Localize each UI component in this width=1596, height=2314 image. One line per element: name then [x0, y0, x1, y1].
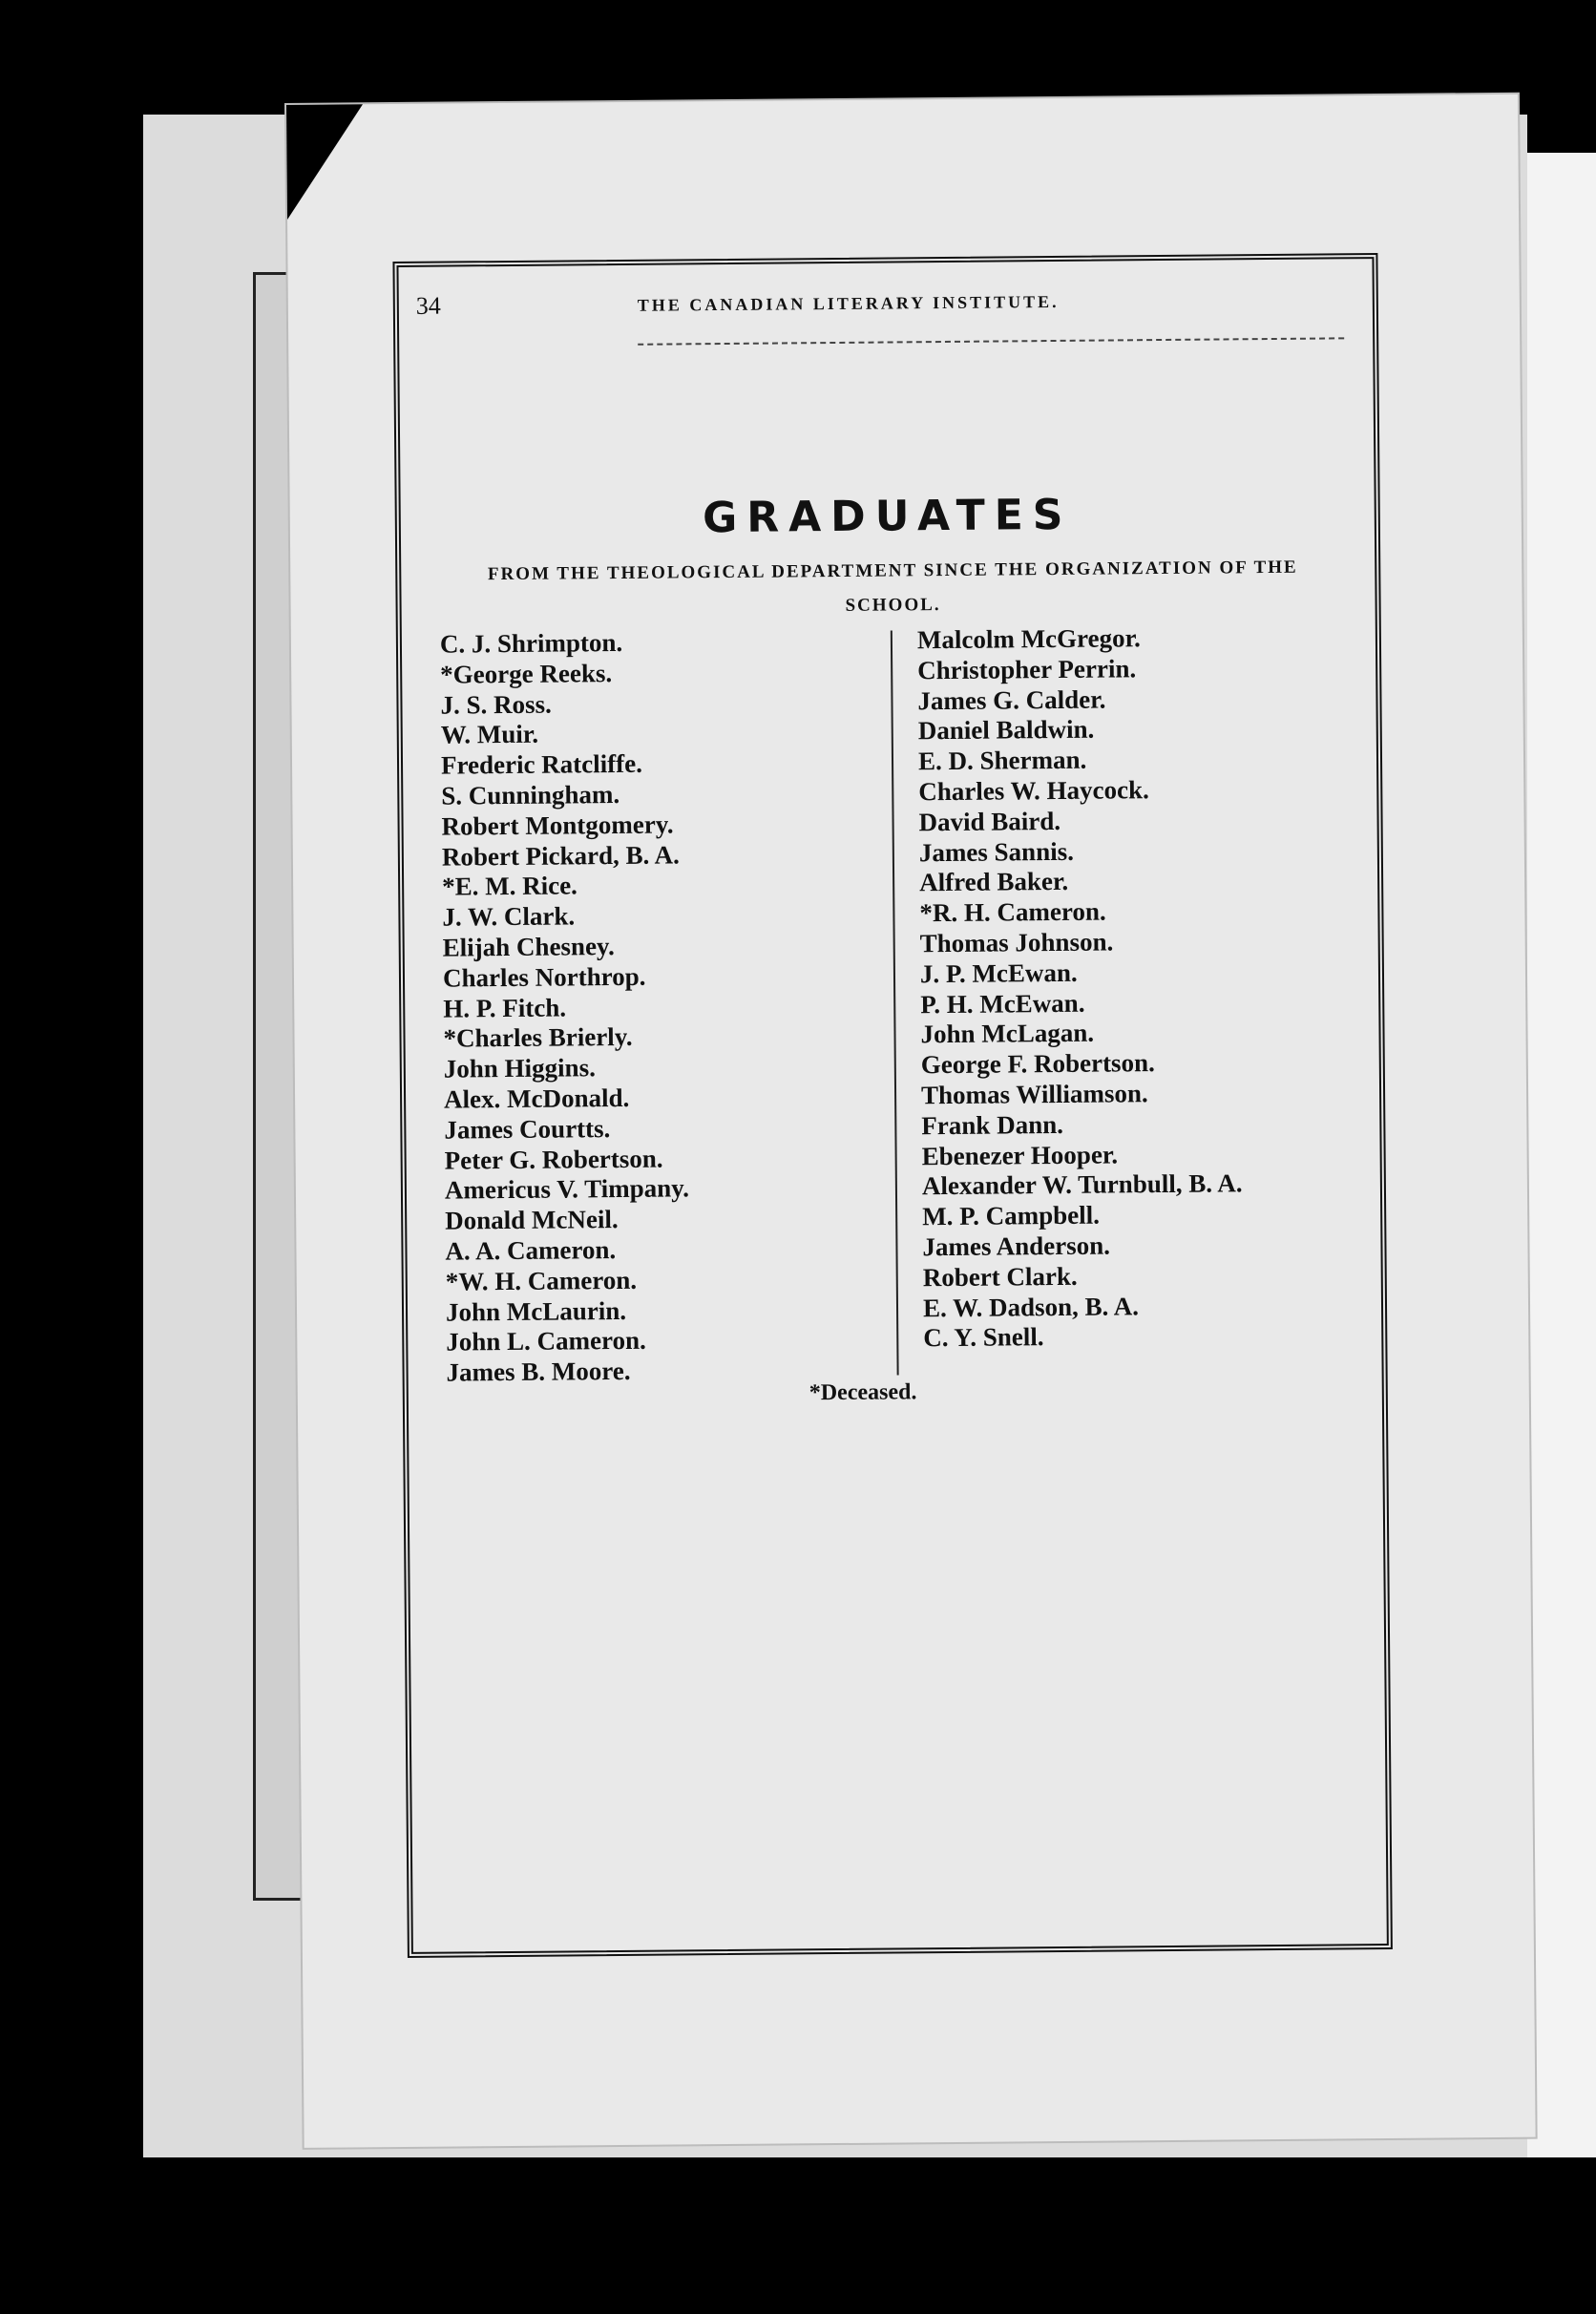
list-item: John Higgins.	[443, 1053, 597, 1083]
list-item: Frank Dann.	[921, 1109, 1064, 1140]
list-item: Thomas Johnson.	[919, 927, 1114, 958]
list-item: Alfred Baker.	[919, 867, 1069, 897]
page-title: GRADUATES	[702, 490, 1073, 543]
list-item: Donald McNeil.	[445, 1205, 619, 1235]
list-item: Peter G. Robertson.	[444, 1144, 663, 1175]
list-item: J. S. Ross.	[440, 689, 552, 720]
list-item: Ebenezer Hooper.	[921, 1139, 1119, 1170]
list-item: *W. H. Cameron.	[445, 1265, 638, 1296]
list-item: Christopher Perrin.	[917, 654, 1137, 685]
list-item: John L. Cameron.	[446, 1326, 646, 1357]
list-item: Frederic Ratcliffe.	[440, 748, 643, 780]
running-title: THE CANADIAN LITERARY INSTITUTE.	[637, 291, 1060, 315]
list-item: *E. M. Rice.	[442, 871, 578, 901]
list-item: *George Reeks.	[440, 658, 613, 689]
page-header	[399, 278, 1373, 325]
column-divider	[891, 630, 899, 1375]
list-item: E. W. Dadson, B. A.	[922, 1291, 1140, 1322]
list-item: John McLaurin.	[445, 1295, 627, 1327]
list-item: Alex. McDonald.	[443, 1083, 630, 1114]
list-item: A. A. Cameron.	[445, 1234, 617, 1266]
list-item: James Courtts.	[444, 1113, 611, 1145]
list-item: Daniel Baldwin.	[917, 715, 1095, 746]
list-item: C. Y. Snell.	[923, 1322, 1044, 1353]
list-item: Alexander W. Turnbull, B. A.	[921, 1168, 1243, 1201]
list-item: H. P. Fitch.	[443, 993, 567, 1023]
list-item: James B. Moore.	[446, 1357, 631, 1387]
list-item: Malcolm McGregor.	[916, 623, 1141, 655]
footnote: *Deceased.	[808, 1379, 917, 1406]
list-item: Elijah Chesney.	[442, 932, 615, 962]
list-item: Robert Clark.	[922, 1261, 1078, 1292]
folded-corner	[286, 104, 364, 220]
list-item: J. W. Clark.	[442, 901, 576, 932]
list-item: Charles W. Haycock.	[918, 775, 1149, 807]
list-item: George F. Robertson.	[920, 1048, 1155, 1080]
list-item: M. P. Campbell.	[922, 1200, 1101, 1231]
list-item: S. Cunningham.	[441, 779, 620, 810]
list-item: Charles Northrop.	[442, 961, 646, 993]
page-number: 34	[415, 291, 441, 320]
adjacent-page-edge	[1527, 153, 1596, 2157]
list-item: Thomas Williamson.	[920, 1079, 1148, 1110]
list-item: James Anderson.	[922, 1231, 1111, 1262]
list-item: James Sannis.	[918, 836, 1075, 867]
list-item: *Charles Brierly.	[443, 1022, 633, 1053]
graduates-list-left	[440, 626, 867, 1389]
list-item: E. D. Sherman.	[917, 745, 1087, 776]
book-page	[286, 95, 1536, 2148]
list-item: *R. H. Cameron.	[919, 896, 1106, 928]
list-item: John McLagan.	[920, 1019, 1095, 1049]
list-item: Robert Pickard, B. A.	[441, 840, 680, 872]
page-subtitle: FROM THE THEOLOGICAL DEPARTMENT SINCE THE ORGANIZATION OF THE SCHOOL.	[487, 557, 1298, 616]
list-item: Robert Montgomery.	[441, 810, 674, 841]
list-item: James G. Calder.	[917, 684, 1106, 715]
list-item: Americus V. Timpany.	[444, 1173, 690, 1205]
list-item: J. P. McEwan.	[919, 957, 1078, 989]
list-item: W. Muir.	[440, 720, 539, 750]
list-item: C. J. Shrimpton.	[439, 627, 623, 659]
page-border-frame	[392, 253, 1392, 1958]
list-item: David Baird.	[918, 806, 1061, 837]
header-rule	[638, 337, 1344, 345]
list-item: P. H. McEwan.	[920, 988, 1085, 1019]
graduates-list-right	[917, 621, 1363, 1354]
